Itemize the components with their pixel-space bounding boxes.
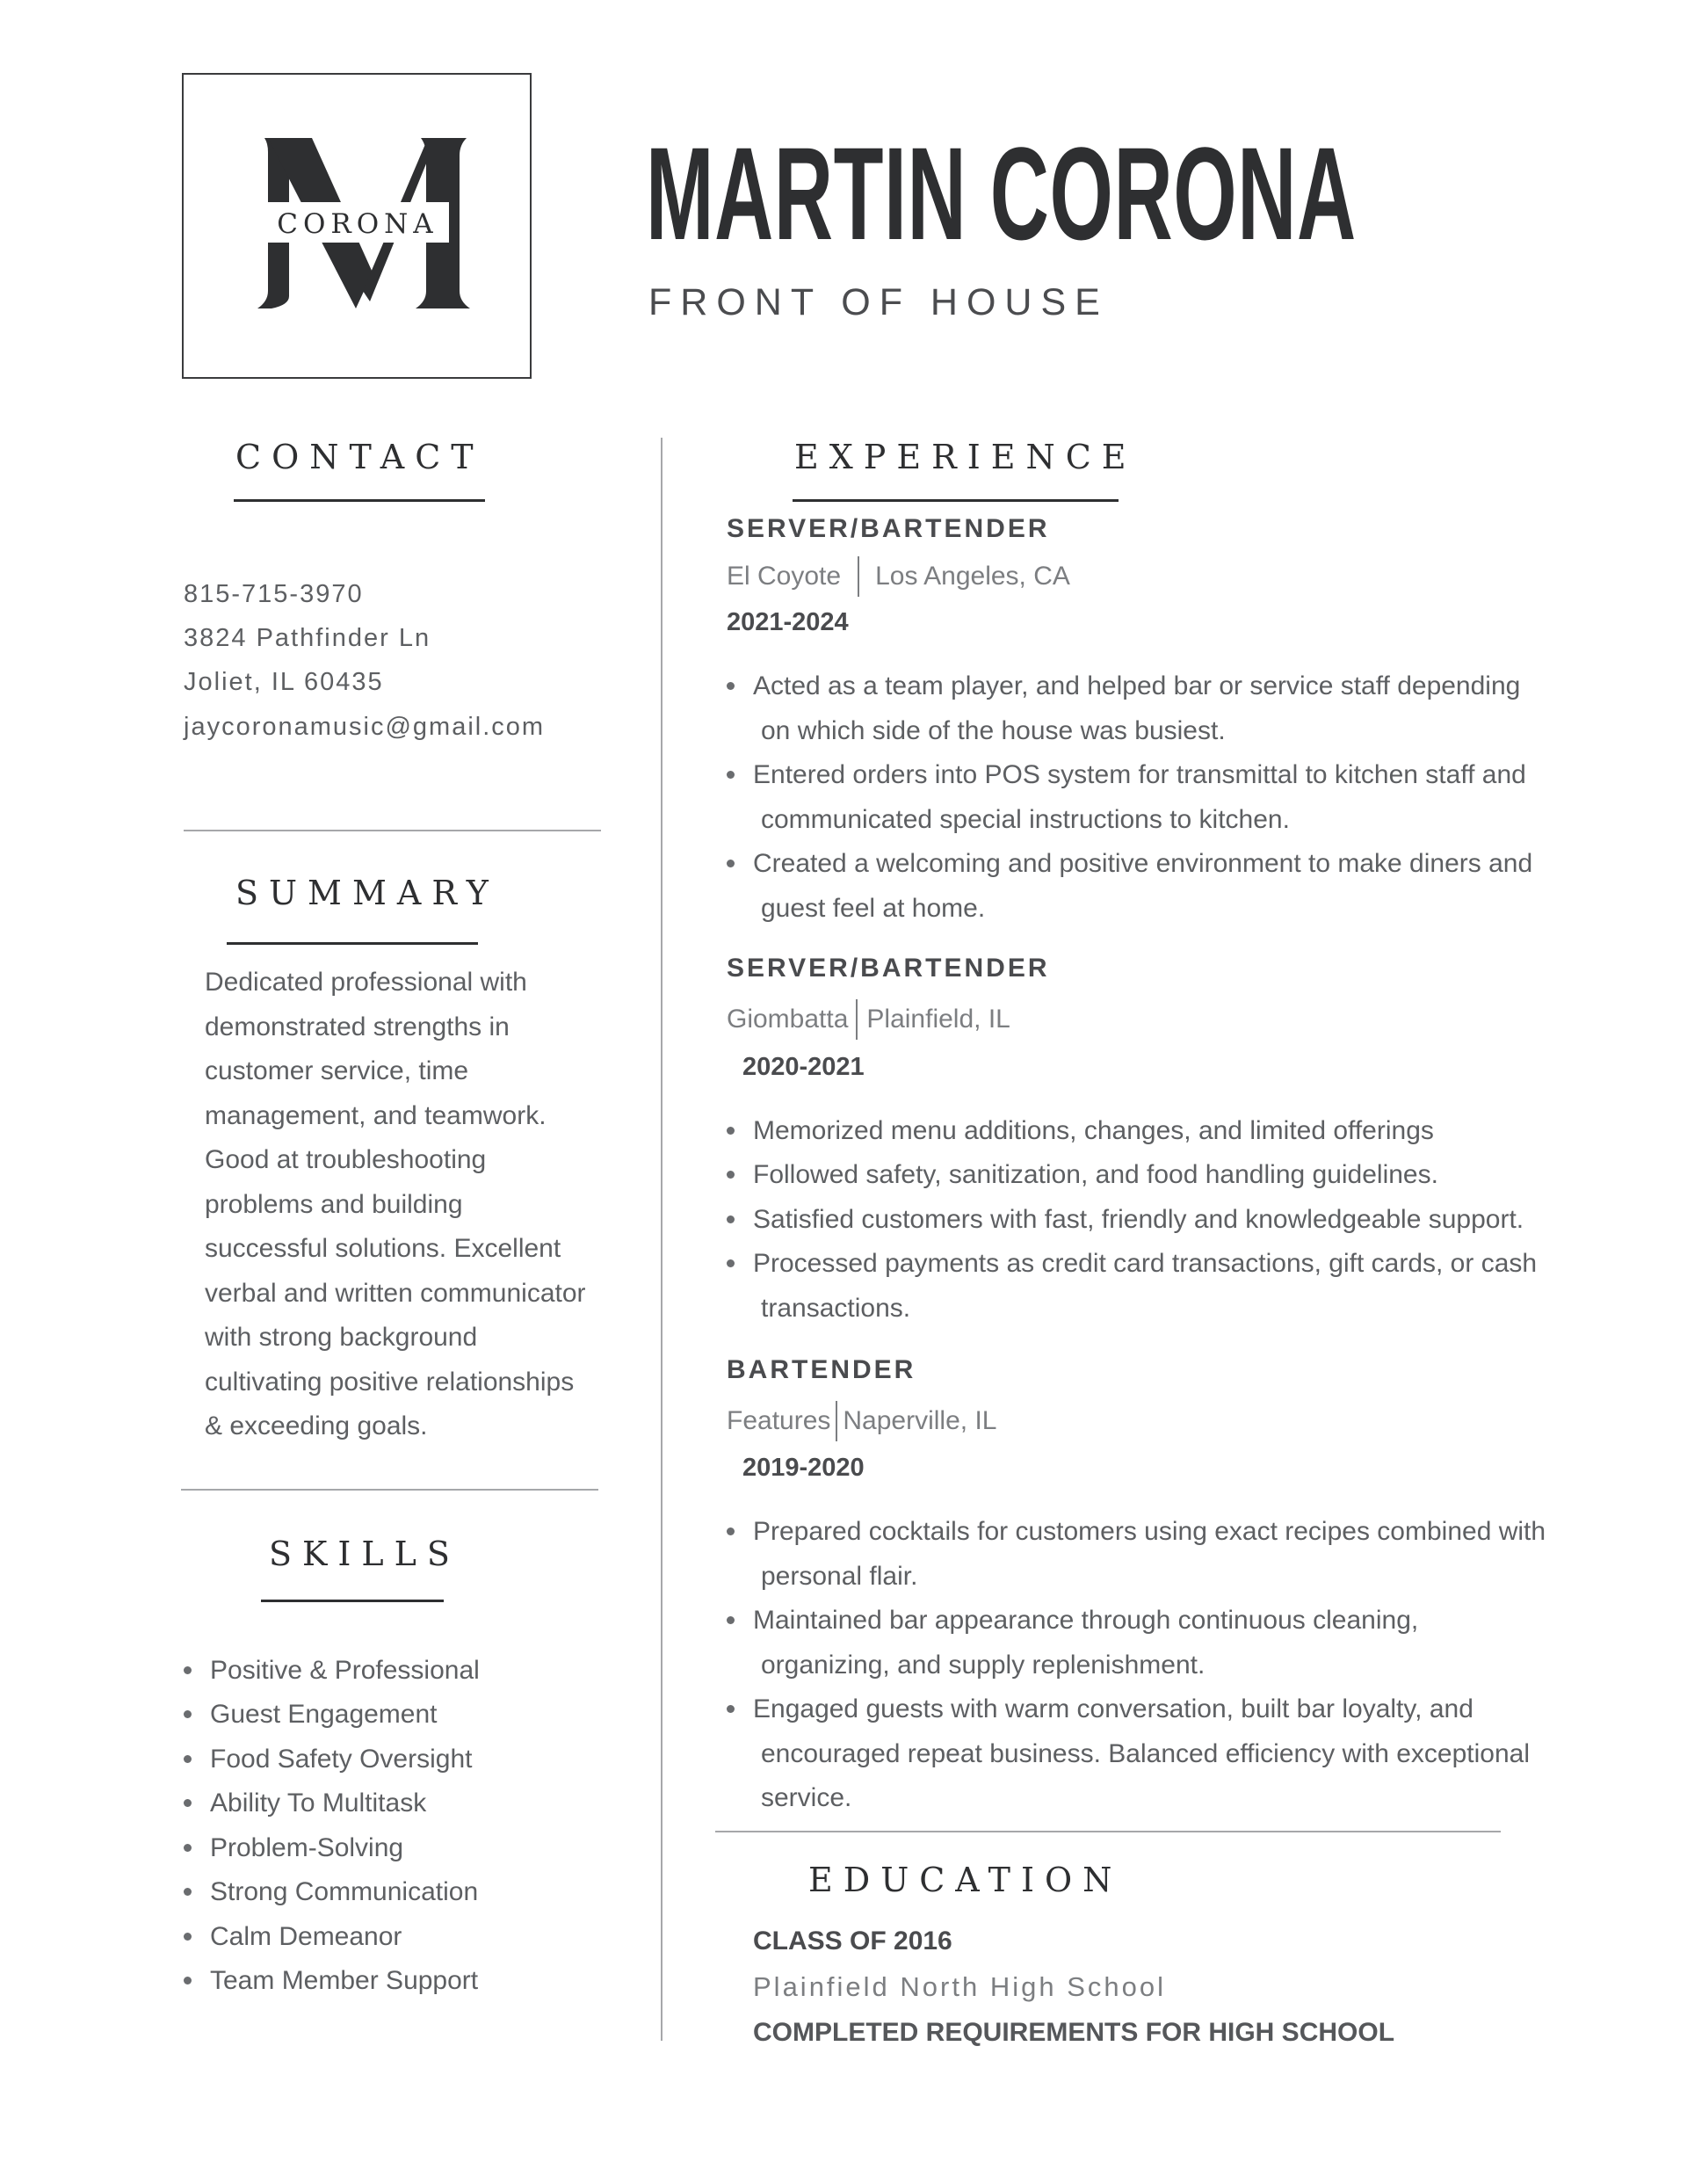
bullet-dot [184, 1666, 192, 1674]
place-separator [856, 999, 858, 1040]
job-bullet [727, 1242, 1552, 1331]
bullet-dot [727, 771, 735, 779]
skill-item [184, 1877, 478, 1907]
summary-divider [181, 1489, 598, 1491]
job-dates: 2019-2020 [742, 1454, 865, 1482]
skill-label: Team Member Support [210, 1966, 479, 1995]
skill-item [184, 1966, 478, 1996]
contact-email: jaycoronamusic@gmail.com [184, 713, 546, 741]
education-detail: COMPLETED REQUIREMENTS FOR HIGH SCHOOL [753, 2018, 1395, 2047]
bullet-dot [727, 1127, 735, 1135]
job-bullet-text: Satisfied customers with fast, friendly and knowledgeable support. [753, 1205, 1524, 1234]
job-location: Plainfield, IL [866, 1005, 1010, 1034]
monogram-graphic [184, 75, 533, 381]
contact-city: Joliet, IL 60435 [184, 668, 384, 696]
skill-label: Calm Demeanor [210, 1922, 402, 1951]
education-heading: EDUCATION [808, 1861, 1123, 1899]
job-bullet [727, 1687, 1552, 1821]
skill-item [184, 1656, 480, 1686]
job-place [727, 1401, 996, 1441]
job-employer: El Coyote [727, 562, 842, 591]
job-bullet-text: Prepared cocktails for customers using exact recipes combined with personal flair. [753, 1517, 1546, 1591]
column-divider [661, 438, 662, 2041]
job-bullet [727, 664, 1552, 753]
contact-heading-underline [234, 499, 485, 502]
skill-item [184, 1745, 472, 1774]
job-bullet-text: Maintained bar appearance through continuous cleaning, organizing, and supply replenishment. [753, 1606, 1419, 1680]
candidate-name: MARTIN CORONA [646, 120, 1357, 267]
skill-item [184, 1789, 426, 1818]
education-school: Plainfield North High School [753, 1971, 1166, 2002]
skill-label: Ability To Multitask [210, 1789, 427, 1818]
bullet-dot [184, 1755, 192, 1763]
job-bullet [727, 753, 1552, 842]
bullet-dot [727, 1259, 735, 1267]
contact-heading: CONTACT [235, 438, 484, 476]
place-separator [858, 556, 859, 597]
job-dates: 2020-2021 [742, 1053, 865, 1081]
job-employer: Giombatta [727, 1005, 849, 1034]
job-bullet-text: Created a welcoming and positive environment to make diners and guest feel at home. [753, 849, 1533, 923]
bullet-dot [184, 1888, 192, 1896]
contact-phone: 815-715-3970 [184, 580, 364, 608]
job-employer: Features [727, 1406, 831, 1435]
skill-label: Positive & Professional [210, 1656, 480, 1685]
experience-heading: EXPERIENCE [794, 438, 1137, 476]
contact-street: 3824 Pathfinder Ln [184, 624, 431, 652]
job-location: Los Angeles, CA [875, 562, 1070, 591]
skill-item [184, 1700, 438, 1730]
bullet-dot [184, 1977, 192, 1984]
job-title: BARTENDER [727, 1355, 916, 1384]
candidate-title: FRONT OF HOUSE [648, 281, 1109, 323]
bullet-dot [184, 1933, 192, 1941]
skill-label: Food Safety Oversight [210, 1745, 473, 1774]
job-bullet-text: Entered orders into POS system for transmittal to kitchen staff and communicated special instructions to kitchen. [753, 760, 1526, 834]
skill-label: Problem-Solving [210, 1833, 404, 1862]
contact-divider [184, 830, 601, 831]
summary-text: Dedicated professional with demonstrated strengths in customer service, time management, and teamwork. Good at troubleshooting problems and building successful solutions. Excellent verbal and written communicator with strong background cultivating positive relationships & exceeding goals. [205, 968, 586, 1440]
job-title: SERVER/BARTENDER [727, 514, 1050, 543]
monogram-name: CORONA [277, 208, 438, 240]
job-bullet-text: Memorized menu additions, changes, and limited offerings [753, 1116, 1434, 1145]
job-dates: 2021-2024 [727, 608, 849, 636]
bullet-dot [727, 860, 735, 867]
bullet-dot [184, 1710, 192, 1718]
bullet-dot [727, 682, 735, 690]
bullet-dot [727, 1616, 735, 1624]
job-bullet-text: Engaged guests with warm conversation, built bar loyalty, and encouraged repeat business. Balanced efficiency with exceptional service. [753, 1694, 1531, 1812]
skills-heading: SKILLS [269, 1535, 460, 1573]
skills-heading-underline [261, 1600, 444, 1602]
bullet-dot [727, 1171, 735, 1179]
monogram-logo [182, 73, 532, 379]
bullet-dot [727, 1215, 735, 1223]
experience-divider [715, 1831, 1501, 1832]
skill-item [184, 1833, 403, 1863]
skill-item [184, 1922, 402, 1952]
bullet-dot [184, 1799, 192, 1807]
job-bullet-text: Followed safety, sanitization, and food handling guidelines. [753, 1160, 1438, 1189]
job-bullet [727, 1153, 1552, 1198]
skill-label: Guest Engagement [210, 1700, 438, 1729]
skill-label: Strong Communication [210, 1877, 479, 1906]
bullet-dot [727, 1527, 735, 1535]
job-bullet-text: Acted as a team player, and helped bar or service staff depending on which side of the house was busiest. [753, 671, 1521, 745]
bullet-dot [184, 1844, 192, 1852]
job-title: SERVER/BARTENDER [727, 954, 1050, 983]
job-place [727, 556, 1070, 597]
summary-heading-underline [227, 942, 478, 945]
summary-heading: SUMMARY [235, 874, 499, 912]
experience-heading-underline [793, 499, 1119, 502]
education-class: CLASS OF 2016 [753, 1926, 952, 1955]
job-location: Naperville, IL [843, 1406, 997, 1435]
job-bullet [727, 1510, 1552, 1599]
job-bullet-text: Processed payments as credit card transactions, gift cards, or cash transactions. [753, 1249, 1538, 1323]
job-bullet [727, 1599, 1552, 1687]
job-bullet [727, 1109, 1552, 1154]
place-separator [836, 1401, 837, 1441]
job-bullet [727, 1198, 1552, 1243]
bullet-dot [727, 1705, 735, 1713]
job-place [727, 999, 1010, 1040]
job-bullet [727, 842, 1552, 931]
